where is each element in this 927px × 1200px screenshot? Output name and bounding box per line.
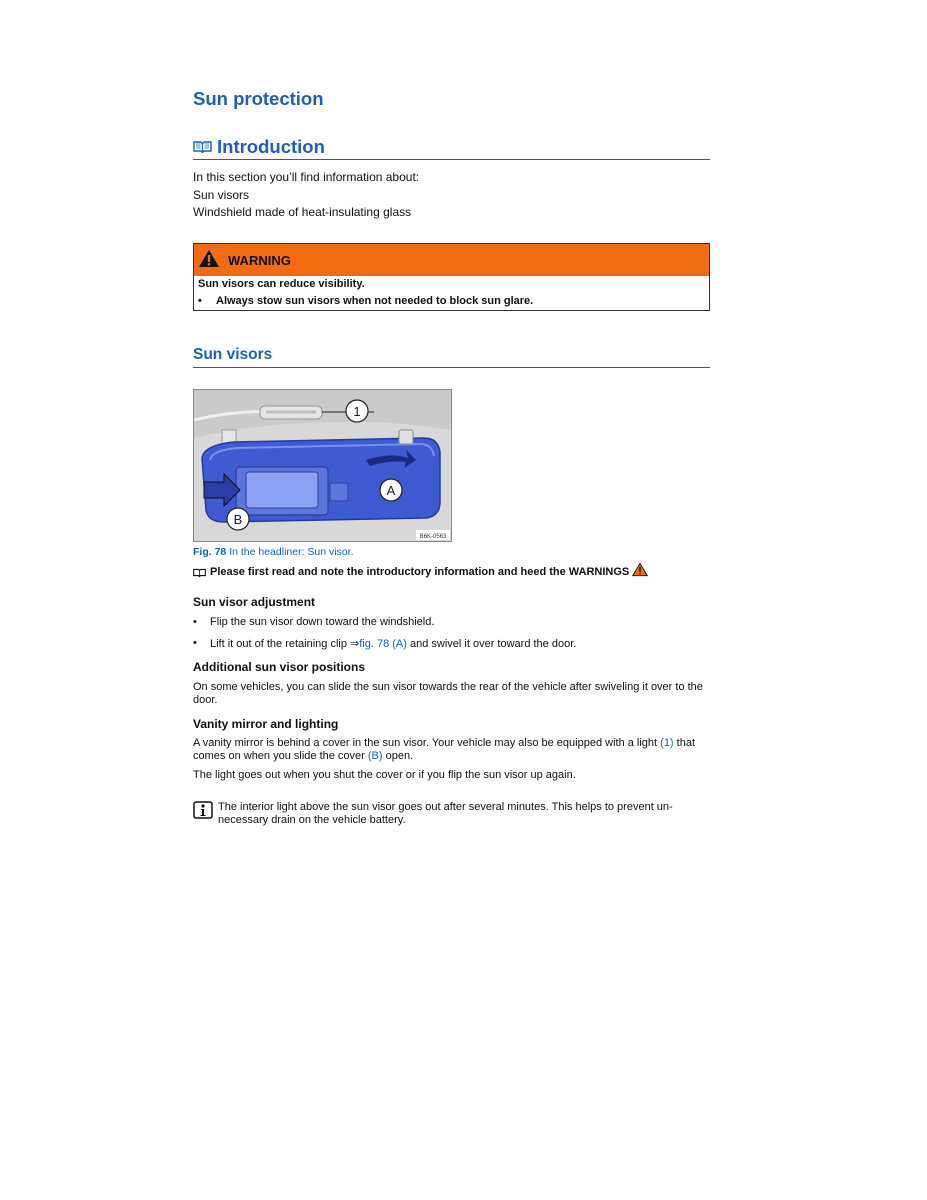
section-title: Sun protection: [193, 88, 324, 109]
adjustment-heading: Sun visor adjustment: [193, 595, 316, 609]
warning-header: [194, 244, 709, 276]
additional-text: On some vehicles, you can slide the sun visor towards the rear of the vehicle after swiveling it over to the door.: [193, 681, 703, 706]
vanity-text: open.: [382, 750, 414, 762]
sun-visors-heading: Sun visors: [193, 346, 710, 368]
info-icon: [193, 801, 213, 819]
figure-link[interactable]: fig. 78 (A): [359, 638, 407, 650]
info-note: [193, 801, 710, 827]
introduction-heading: [193, 136, 710, 160]
vanity-paragraph: [193, 737, 710, 763]
figure-caption: [193, 546, 354, 558]
list-item: [193, 616, 434, 628]
sun-visor-illustration: [194, 390, 451, 541]
intro-item: Sun visors: [193, 188, 250, 202]
warning-triangle-icon: [632, 562, 648, 577]
intro-lead: In this section you’ll find information about:: [193, 170, 420, 184]
list-item-text: [210, 637, 576, 650]
please-read-text: Please first read and note the introductory information and heed the WARNINGS: [210, 566, 630, 578]
intro-item: Windshield made of heat-insulating glass: [193, 205, 412, 219]
callout-b: B: [233, 512, 243, 527]
additional-heading: Additional sun visor positions: [193, 660, 366, 674]
bullet-dot: •: [198, 295, 202, 307]
vanity-paragraph-2: The light goes out when you shut the cover or if you flip the sun visor up again.: [193, 769, 576, 781]
list-item-text-post: and swivel it over toward the door.: [406, 638, 577, 650]
callout-ref-1: (1): [660, 737, 674, 749]
please-read-note: [193, 566, 648, 578]
warning-label: WARNING: [228, 252, 291, 268]
introduction-title: Introduction: [217, 136, 325, 157]
callout-ref-b: (B): [367, 750, 383, 762]
vanity-heading: Vanity mirror and lighting: [193, 717, 339, 731]
sun-visor-figure: [193, 389, 452, 542]
callout-1: 1: [353, 404, 361, 419]
book-icon: [193, 568, 206, 577]
figure-code: B6K-0563: [419, 534, 447, 540]
note-text: The interior light above the sun visor goes out after several minutes. This helps to prevent un-necessary drain on the vehicle battery.: [218, 801, 673, 826]
figure-number: Fig. 78: [193, 546, 227, 558]
list-item: [193, 637, 576, 650]
list-item-text-pre: Lift it out of the retaining clip ⇒: [210, 638, 360, 650]
warning-triangle-icon: [198, 249, 220, 268]
list-item-text: Flip the sun visor down toward the windshield.: [210, 616, 435, 628]
warning-box: [193, 243, 710, 311]
bullet-dot: •: [193, 637, 197, 649]
vanity-text: A vanity mirror is behind a cover in the sun visor. Your vehicle may also be equipped with a light: [193, 737, 661, 749]
figure-caption-text: In the headliner: Sun visor.: [229, 546, 354, 558]
warning-bullet-text: Always stow sun visors when not needed to block sun glare.: [216, 295, 534, 307]
bullet-dot: •: [193, 616, 197, 628]
vanity-text: that comes on when you slide the cover: [193, 737, 696, 762]
callout-a: A: [386, 483, 396, 498]
warning-text: Sun visors can reduce visibility.: [198, 278, 365, 290]
warning-bullet: [194, 293, 709, 310]
book-icon: [193, 140, 212, 153]
